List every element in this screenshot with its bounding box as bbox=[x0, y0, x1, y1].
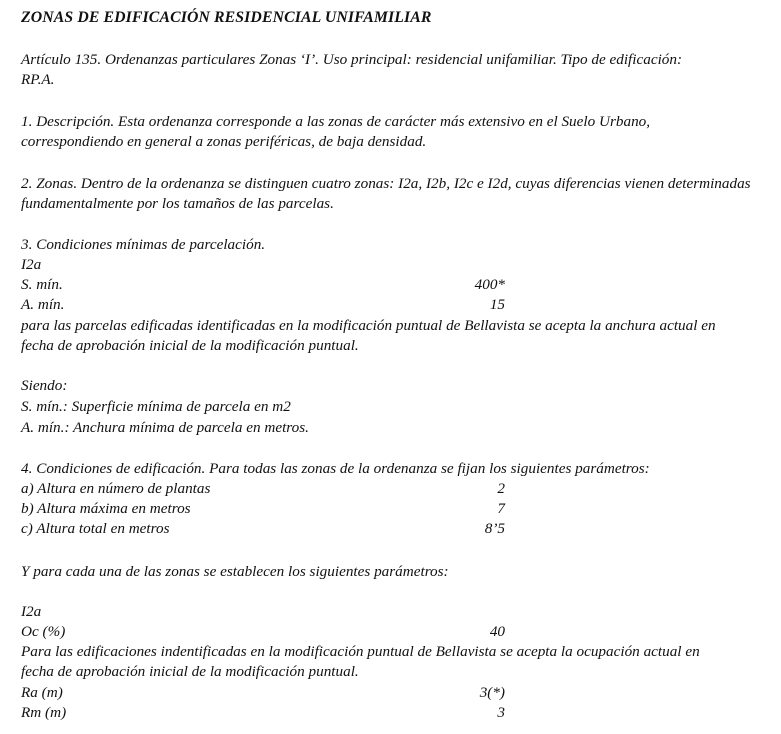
building-row-value: 8’5 bbox=[484, 520, 505, 537]
definition-item: S. mín.: Superficie mínima de parcela en m2 bbox=[21, 398, 291, 415]
parcelation-row-label: S. mín. bbox=[21, 276, 63, 293]
building-row-value: 2 bbox=[497, 480, 505, 497]
parcelation-heading: 3. Condiciones mínimas de parcelación. bbox=[21, 236, 266, 253]
building-row-value: 7 bbox=[497, 500, 505, 517]
building-row-label: b) Altura máxima en metros bbox=[21, 500, 191, 517]
building-row-label: c) Altura total en metros bbox=[21, 520, 170, 537]
occupancy-value: 40 bbox=[489, 623, 505, 640]
page-title: ZONAS DE EDIFICACIÓN RESIDENCIAL UNIFAMILIAR bbox=[21, 9, 432, 26]
parcelation-row-label: A. mín. bbox=[21, 296, 65, 313]
parcelation-note: para las parcelas edificadas identificadas en la modificación puntual de Bellavista se acepta la anchura actual en fecha de aprobación inicial de la modificación puntual. bbox=[21, 317, 716, 354]
setback-label: Rm (m) bbox=[21, 704, 67, 721]
zone-i2a-label: I2a bbox=[21, 603, 42, 620]
siendo-heading: Siendo: bbox=[21, 377, 68, 394]
setback-value: 3 bbox=[497, 704, 505, 721]
definition-item: A. mín.: Anchura mínima de parcela en metros. bbox=[21, 419, 309, 436]
setback-label: Ra (m) bbox=[21, 684, 63, 701]
parameters-intro: Y para cada una de las zonas se establecen los siguientes parámetros: bbox=[21, 563, 449, 580]
article-paragraph: Artículo 135. Ordenanzas particulares Zonas ‘I’. Uso principal: residencial unifamiliar. Tipo de edificación: RP.A. bbox=[21, 51, 683, 88]
occupancy-note: Para las edificaciones indentificadas en la modificación puntual de Bellavista se acepta la ocupación actual en fecha de aprobación inicial de la modificación puntual. bbox=[21, 643, 700, 680]
description-paragraph: 1. Descripción. Esta ordenanza corresponde a las zonas de carácter más extensivo en el Suelo Urbano, correspondiendo en general a zonas periféricas, de baja densidad. bbox=[21, 113, 651, 150]
occupancy-label: Oc (%) bbox=[21, 623, 66, 640]
zones-paragraph: 2. Zonas. Dentro de la ordenanza se distinguen cuatro zonas: I2a, I2b, I2c e I2d, cuyas diferencias vienen determinadas fundamentalmente por los tamaños de las parcelas. bbox=[21, 175, 751, 212]
parcelation-zone-label: I2a bbox=[21, 256, 42, 273]
parcelation-row-value: 400* bbox=[474, 276, 505, 293]
building-heading: 4. Condiciones de edificación. Para todas las zonas de la ordenanza se fijan los siguientes parámetros: bbox=[21, 460, 650, 477]
building-row-label: a) Altura en número de plantas bbox=[21, 480, 211, 497]
parcelation-row-value: 15 bbox=[489, 296, 505, 313]
setback-value: 3(*) bbox=[479, 684, 505, 701]
